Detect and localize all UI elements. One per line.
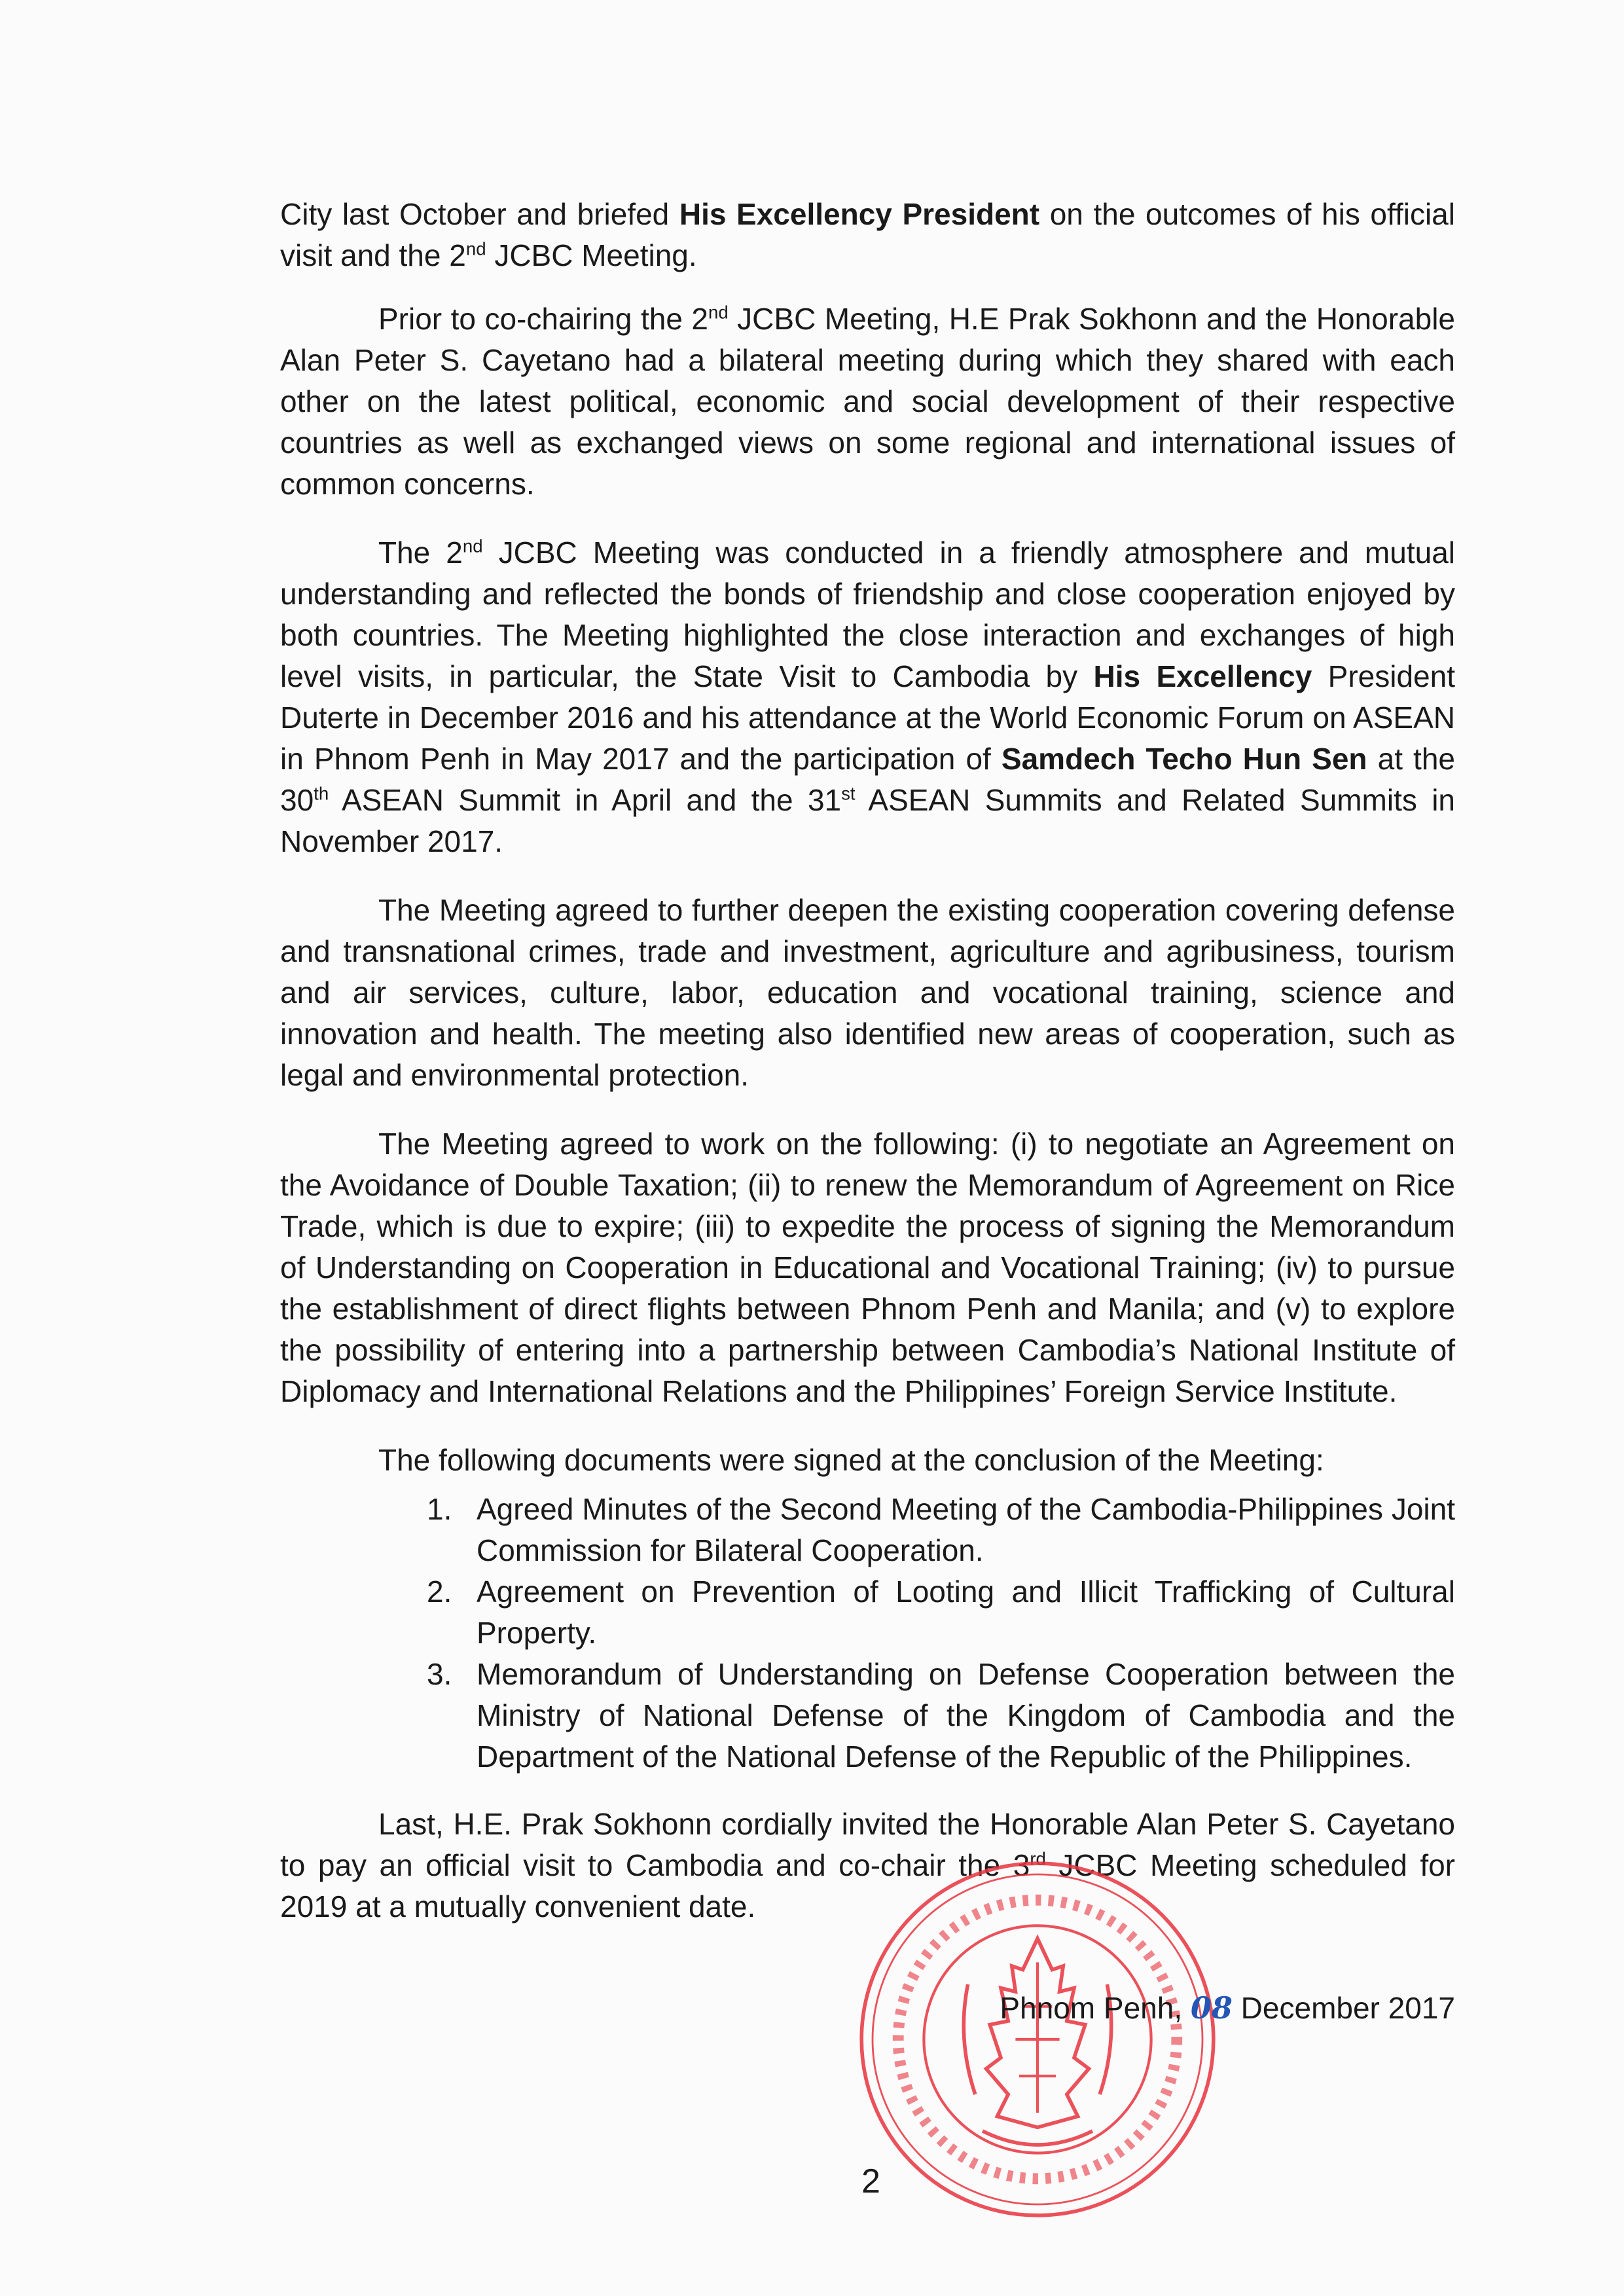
handwritten-day: 08 (1190, 1990, 1233, 2026)
paragraph-documents-intro: The following documents were signed at the conclusion of the Meeting: (378, 1443, 1324, 1477)
paragraph-jcbc-atmosphere: The 2nd JCBC Meeting was conducted in a friendly atmosphere and mutual understanding and reflected the bonds of friendship and close cooperation enjoyed by both countries. The Meeting highlighted the close interaction and exchanges of high level visits, in particular, the State Visit to Cambodia by His Excellency President Duterte in December 2016 and his attendance at the World Economic Forum on ASEAN in Phnom Penh in May 2017 and the participation of Samdech Techo Hun Sen at the 30th ASEAN Summit in April and the 31st ASEAN Summits and Related Summits in November 2017. (280, 536, 1456, 858)
paragraph-cooperation-areas: The Meeting agreed to further deepen the existing cooperation covering defense and transnational crimes, trade and investment, agriculture and agribusiness, tourism and air services, culture, labor, education and vocational training, science and innovation and health. The meeting also identified new areas of cooperation, such as legal and environmental protection. (280, 893, 1455, 1092)
paragraph-agreed-actions: The Meeting agreed to work on the following: (i) to negotiate an Agreement on the Avoidance of Double Taxation; (ii) to renew the Memorandum of Agreement on Rice Trade, which is due to expire; (iii) to expedite the process of signing the Memorandum of Understanding on Cooperation in Educational and Vocational Training; (iv) to pursue the establishment of direct flights between Phnom Penh and Manila; and (v) to explore the possibility of entering into a partnership between Cambodia’s National Institute of Diplomacy and International Relations and the Philippines’ Foreign Service Institute. (280, 1127, 1455, 1408)
official-seal-icon (854, 1856, 1221, 2223)
signed-documents-list (280, 1489, 1455, 1777)
paragraph-briefing: City last October and briefed His Excellency President on the outcomes of his official visit and the 2nd JCBC Meeting. (280, 197, 1455, 272)
list-item: Agreement on Prevention of Looting and Illicit Trafficking of Cultural Property. (477, 1575, 1455, 1650)
paragraph-invitation: Last, H.E. Prak Sokhonn cordially invited the Honorable Alan Peter S. Cayetano to pay an official visit to Cambodia and co-chair the 3rd JCBC Meeting scheduled for 2019 at a mutually convenient date. (280, 1807, 1455, 1923)
page-number: 2 (861, 2162, 880, 2200)
place-and-date: Phnom Penh, 08 December 2017 (1000, 1990, 1455, 2026)
list-item: Agreed Minutes of the Second Meeting of the Cambodia-Philippines Joint Commission for Bilateral Cooperation. (477, 1492, 1455, 1567)
paragraph-bilateral-meeting: Prior to co-chairing the 2nd JCBC Meeting, H.E Prak Sokhonn and the Honorable Alan Peter S. Cayetano had a bilateral meeting during which they shared with each other on the latest political, economic and social development of their respective countries as well as exchanged views on some regional and international issues of common concerns. (280, 302, 1455, 501)
document-body (280, 194, 1455, 1955)
list-item: Memorandum of Understanding on Defense Cooperation between the Ministry of National Defense of the Kingdom of Cambodia and the Department of the National Defense of the Republic of the Philippines. (477, 1657, 1455, 1774)
